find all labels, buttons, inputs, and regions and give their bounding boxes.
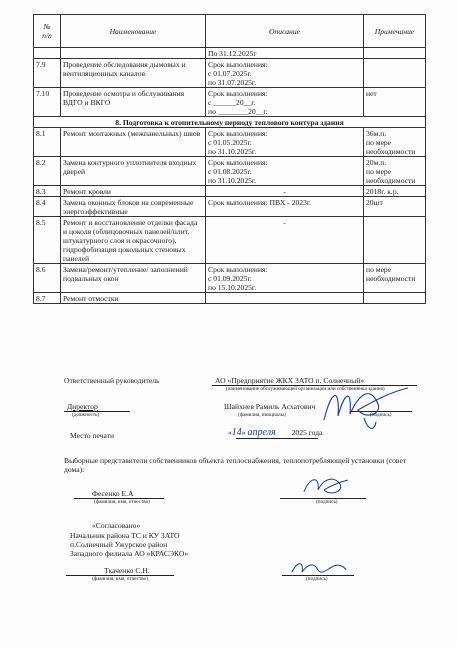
date-day: 14 — [231, 427, 242, 438]
table-row — [34, 128, 426, 157]
section-title: 8. Подготовка к отопительному периоду теплового контура здания — [34, 117, 426, 128]
row-description: - — [206, 186, 364, 197]
row-description: Срок выполнения: ПВХ - 2023г. — [206, 197, 364, 217]
agreed-title: «Согласовано» — [92, 521, 141, 530]
date-year: 2025 года — [291, 428, 323, 437]
position-caption: (должность) — [72, 412, 100, 418]
row-note — [364, 48, 426, 59]
row-number: 7.10 — [34, 88, 61, 117]
organization-name: АО «Предприятие ЖКХ ЗАТО п. Солнечный» — [215, 376, 365, 385]
row-name: Ремонт монтажных (межпанельных) швов — [61, 128, 206, 157]
agreed-position-line3: Западного филиала АО «КРАСЭКО» — [70, 549, 189, 558]
agreed-caption: (фамилия, имя, отчество) — [92, 576, 148, 582]
row-description: Срок выполнения: с 01.09.2025г. по 15.10.2025г. — [206, 264, 364, 293]
owner-caption: (фамилия, имя, отчество) — [94, 499, 150, 505]
row-note — [364, 217, 426, 264]
responsible-label: Ответственный руководитель — [64, 376, 160, 385]
table-header-row — [34, 15, 426, 48]
row-description: Срок выполнения: с 01.05.2025г. по 31.10.2025г. — [206, 128, 364, 157]
table-row — [34, 48, 426, 59]
row-description: Срок выполнения: с ______20__г. по ________20__г. — [206, 88, 364, 117]
agreed-position-line1: Начальник района ТС и КУ ЗАТО — [70, 531, 180, 540]
row-description: По 31.12.2025г — [206, 48, 364, 59]
row-note: 36м.п. по мере необходимости — [364, 128, 426, 157]
row-description — [206, 293, 364, 304]
organization-caption: (наименование обслуживающей организации или собственника здания) — [226, 386, 385, 392]
row-description: Срок выполнения: с 01.08.2025г. по 31.10.2025г. — [206, 157, 364, 186]
row-name: Ремонт отмостки — [61, 293, 206, 304]
date-line: «14» апреля 2025 года — [228, 427, 323, 438]
table-row — [34, 264, 426, 293]
table-row — [34, 59, 426, 88]
row-name: Ремонт кровли — [61, 186, 206, 197]
row-number: 8.7 — [34, 293, 61, 304]
agreed-position-line2: п.Солнечный Ужурское район — [70, 540, 168, 549]
person-caption: (фамилия, инициалы) — [238, 412, 286, 418]
owners-representatives-text: Выборные представители собственников объекта теплоснабжения, теплопотребляющей установки (совет дома): — [64, 456, 407, 474]
date-underline — [236, 438, 318, 439]
table-row — [34, 217, 426, 264]
row-description: - — [206, 217, 364, 264]
table-row — [34, 88, 426, 117]
row-name: Замена/ремонт/утепление/ заполнений подвальных окон — [61, 264, 206, 293]
owner-signature-caption: (подпись) — [316, 499, 338, 505]
row-note: 20шт — [364, 197, 426, 217]
agreed-name: Ткаченко С.Н. — [104, 566, 150, 575]
table-row — [34, 197, 426, 217]
row-name — [61, 48, 206, 59]
header-description: Описание — [206, 15, 364, 48]
row-number: 8.3 — [34, 186, 61, 197]
owner-name: Фесенко Е.А — [92, 489, 134, 498]
stamp-place-label: Место печати — [70, 431, 115, 440]
row-number: 7.9 — [34, 59, 61, 88]
director-signature-icon — [318, 380, 413, 436]
table-row — [34, 293, 426, 304]
row-name: Замена оконных блоков на современные энергоэффективные — [61, 197, 206, 217]
row-name: Проведение осмотра и обслуживания ВДГО и ВКГО — [61, 88, 206, 117]
row-note: 2018г. к.р. — [364, 186, 426, 197]
person-name: Шайхнев Рамиль Асхатович — [224, 402, 316, 411]
row-note — [364, 293, 426, 304]
row-name: Проведение обследования дымовых и вентиляционных каналов — [61, 59, 206, 88]
date-month: апреля — [247, 427, 276, 438]
row-note — [364, 59, 426, 88]
header-name: Наименование — [61, 15, 206, 48]
header-note: Примечание — [364, 15, 426, 48]
position-value: Директор — [67, 402, 98, 411]
header-number: № п/п — [34, 15, 61, 48]
row-number — [34, 48, 61, 59]
row-name: Замена контурного уплотнителя входных дверей — [61, 157, 206, 186]
row-description: Срок выполнения: с 01.07.2025г. по 31.07.2025г. — [206, 59, 364, 88]
row-note: 20м.п. по мере необходимости — [364, 157, 426, 186]
signature-caption: (подпись) — [370, 412, 392, 418]
row-note: нет — [364, 88, 426, 117]
row-number: 8.5 — [34, 217, 61, 264]
section-row — [34, 117, 426, 128]
row-number: 8.1 — [34, 128, 61, 157]
row-number: 8.4 — [34, 197, 61, 217]
maintenance-plan-table — [33, 14, 426, 304]
table-row — [34, 157, 426, 186]
row-number: 8.6 — [34, 264, 61, 293]
table-row — [34, 186, 426, 197]
agreed-signature-caption: (подпись) — [306, 576, 328, 582]
row-note: по мере необходимости — [364, 264, 426, 293]
row-name: Ремонт и восстановление отделки фасада и цоколя (облицовочных панелей/плит, штукатурного слоя и окрасочного), гидрофобизация цокольных стеновых панелей — [61, 217, 206, 264]
row-number: 8.2 — [34, 157, 61, 186]
